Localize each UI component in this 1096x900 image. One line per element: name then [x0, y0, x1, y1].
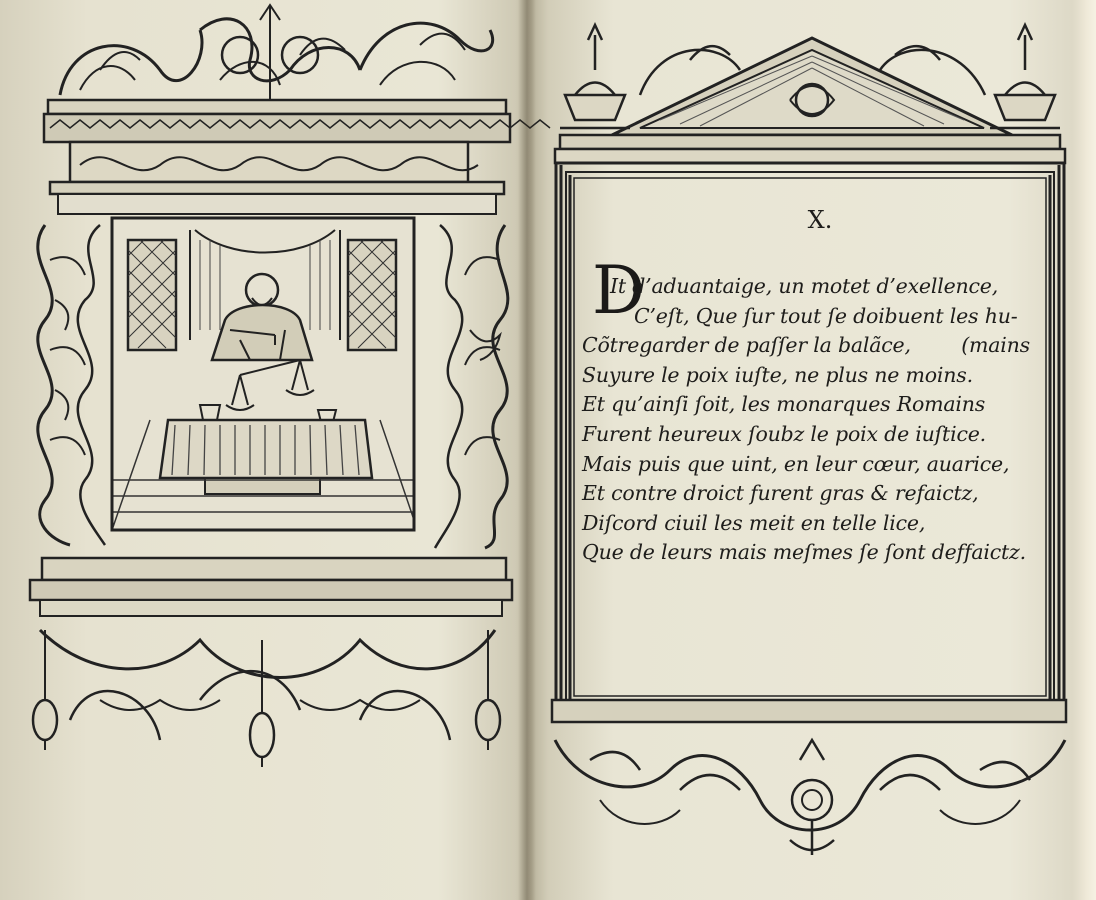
page-edge [1072, 0, 1096, 900]
verse-line: Suyure le poix iuſte, ne plus ne moins. [582, 362, 973, 387]
verse-line: Cõtregarder de paſſer la balãce, (mains [582, 331, 1044, 361]
verse-line: Mais puis que uint, en leur cœur, auarice, [582, 451, 1010, 476]
verse-line: Et contre droict furent gras & refaictz, [582, 481, 979, 506]
verse-line: Furent heureux ſoubz le poix de iuſtice. [582, 421, 986, 446]
verse-line: Que de leurs mais meſmes ſe ſont deffaictz. [582, 540, 1026, 565]
verse-line: Diſcord ciuil les meit en telle lice, [582, 510, 926, 535]
verse-line: It d’aduantaige, un motet d’exellence, [610, 274, 999, 298]
emblem-number: X. [807, 206, 833, 234]
drop-capital: D [592, 252, 645, 329]
woodcut-scene-man-weighing [112, 218, 414, 530]
emblem-verse [582, 272, 1044, 568]
verse-line: C’eſt, Que ſur tout ſe doibuent les hu- [634, 303, 1018, 328]
verse-aside: (mains [961, 333, 1030, 358]
book-gutter [518, 0, 536, 900]
verse-line: Et qu’ainſi ſoit, les monarques Romains [582, 392, 986, 417]
